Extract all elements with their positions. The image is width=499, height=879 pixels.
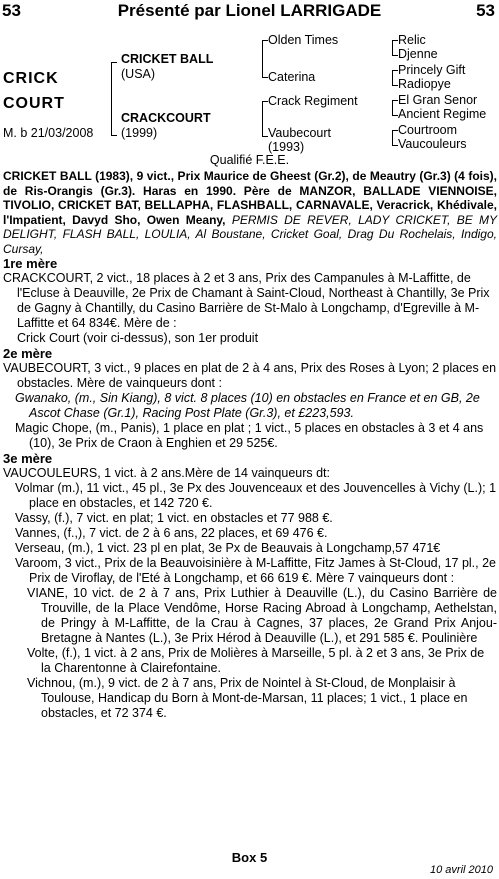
sss-name: Relic xyxy=(398,33,426,47)
ssd-name: Djenne xyxy=(398,47,438,61)
dss-name: El Gran Senor xyxy=(398,93,478,107)
s2-p3: Magic Chope, (m., Panis), 1 place en plat ; 1 vict., 5 places en obstacles à 3 et 4 ans (10), 3e Prix de Craon à Enghien et 29 525€. xyxy=(15,421,484,450)
page-title: Présenté par Lionel LARRIGADE xyxy=(117,1,382,20)
s3-p5: Verseau, (m.), 1 vict. 23 pl en plat, 3e Px de Beauvais à Longchamp,57 471€ xyxy=(15,541,441,555)
s3-p2: Volmar (m.), 11 vict., 45 pl., 3e Px des Jouvenceaux et des Jouvencelles à Vichy (L.); 1 place en obstacles, et 142 720 €. xyxy=(15,481,497,510)
dds-name: Courtroom xyxy=(398,123,458,137)
s3-p1: VAUCOULEURS, 1 vict. à 2 ans.Mère de 14 vainqueurs dt: xyxy=(3,466,331,480)
horse-name-2: COURT xyxy=(3,95,65,112)
pedigree-block xyxy=(0,0,499,160)
s2-p1: VAUBECOURT, 3 vict., 9 places en plat de 2 à 4 ans, Prix des Roses à Lyon; 2 places en obstacles. Mère de vainqueurs dont : xyxy=(3,361,497,390)
qualifie-label: Qualifié F.E.E. xyxy=(209,153,290,167)
dd-year: (1993) xyxy=(268,140,305,154)
sdd-name: Radiopye xyxy=(398,77,451,91)
s2-p2: Gwanako, (m., Sin Kiang), 8 vict. 8 places (10) en obstacles en France et en GB, 2e Ascot Chase (Gr.1), Racing Post Plate (Gr.3), et £223,593. xyxy=(15,391,480,420)
sire-bold: CRICKET BALL (1983), 9 vict., Prix Maurice de Gheest (Gr.2), de Meautry (Gr.3) (4 fois), de Ris-Orangis (Gr.3). Haras en 1990. Père de MANZOR, BALLADE VIENNOISE, TIVOLIO, CRICKET BAT, BELLAPHA, FLASHBALL, CARNAVALE, Veracrick, Khédivale, l'Impatient, Davyd Sho, Owen Meany, xyxy=(3,169,497,227)
sire-italic: PERMIS DE REVER, LADY CRICKET, BE MY DELIGHT, FLASH BALL, LOULIA, Al Boustane, Cricket Goal, Drag Du Rochelais, Indigo, Cursay, xyxy=(3,212,497,256)
dam-name: CRACKCOURT xyxy=(121,111,211,125)
lot-number-left: 53 xyxy=(2,1,21,20)
sds-name: Princely Gift xyxy=(398,63,466,77)
section-2-title: 2e mère xyxy=(3,346,53,361)
sire-origin: (USA) xyxy=(121,67,156,81)
s3-p8: Volte, (f.), 1 vict. à 2 ans, Prix de Molières à Marseille, 5 pl. à 2 et 3 ans, 3e Prix de la Charentonne à Clairefontaine. xyxy=(27,646,485,675)
ddd-name: Vaucouleurs xyxy=(398,137,467,151)
s1-p1: CRACKCOURT, 2 vict., 18 places à 2 et 3 ans, Prix des Campanules à M-Laffitte, de l'Ecluse à Deauville, 2e Prix de Chamant à Saint-Cloud, Northeast à Chantilly, 3e Prix de Gagny à Chantilly, du Casino Barrière de St-Malo à Longchamp, d'Egreville à M-Laffitte et 64 834€. Mère de : xyxy=(3,271,490,330)
catalogue-text xyxy=(3,169,497,721)
horse-name-1: CRICK xyxy=(3,70,59,87)
s3-p3: Vassy, (f.), 7 vict. en plat; 1 vict. en obstacles et 77 988 €. xyxy=(15,511,333,525)
section-1-title: 1re mère xyxy=(3,256,58,271)
ss-name: Olden Times xyxy=(268,33,339,47)
section-3-title: 3e mère xyxy=(3,451,53,466)
ds-name: Crack Regiment xyxy=(268,94,358,108)
sire-name: CRICKET BALL xyxy=(121,52,214,66)
lot-number-right: 53 xyxy=(476,1,495,20)
footer-date: 10 avril 2010 xyxy=(430,864,493,876)
s3-p6: Varoom, 3 vict., Prix de la Beauvoisinière à M-Laffitte, Fitz James à St-Cloud, 17 pl., 2e Prix de Viroflay, de l'Eté à Longchamp, et 66 619 €. Mère 7 vainqueurs dont : xyxy=(15,556,496,585)
s3-p4: Vannes, (f.,), 7 vict. de 2 à 6 ans, 22 places, et 69 476 €. xyxy=(15,526,328,540)
s3-p7: VIANE, 10 vict. de 2 à 7 ans, Prix Luthier à Deauville (L.), du Casino Barrière de Trouville, de la Place Vendôme, Horse Racing Abroad à Longchamp, Aethelstan, de Pringy à M-Laffitte, de la Crau à Cagnes, 37 places, 2e Grand Prix Anjou-Bretagne à Nantes (L.), 3e Prix Hérod à Deauville (L.), et 291 585 €. Poulinière xyxy=(27,586,497,645)
dsd-name: Ancient Regime xyxy=(398,107,487,121)
sd-name: Caterina xyxy=(268,70,316,84)
bracket-gen1 xyxy=(111,62,117,136)
dd-name: Vaubecourt xyxy=(268,126,332,140)
sire-paragraph xyxy=(3,169,497,256)
dam-year: (1999) xyxy=(121,126,158,140)
s3-p9: Vichnou, (m.), 9 vict. de 2 à 7 ans, Prix de Nointel à St-Cloud, de Monplaisir à Toulouse, Handicap du Born à Mont-de-Marsan, 11 places; 1 vict., 1 place en obstacles, et 72 374 €. xyxy=(27,676,468,720)
box-label: Box 5 xyxy=(231,850,268,865)
horse-birth: M. b 21/03/2008 xyxy=(3,126,94,140)
s1-p2: Crick Court (voir ci-dessus), son 1er produit xyxy=(17,331,259,345)
